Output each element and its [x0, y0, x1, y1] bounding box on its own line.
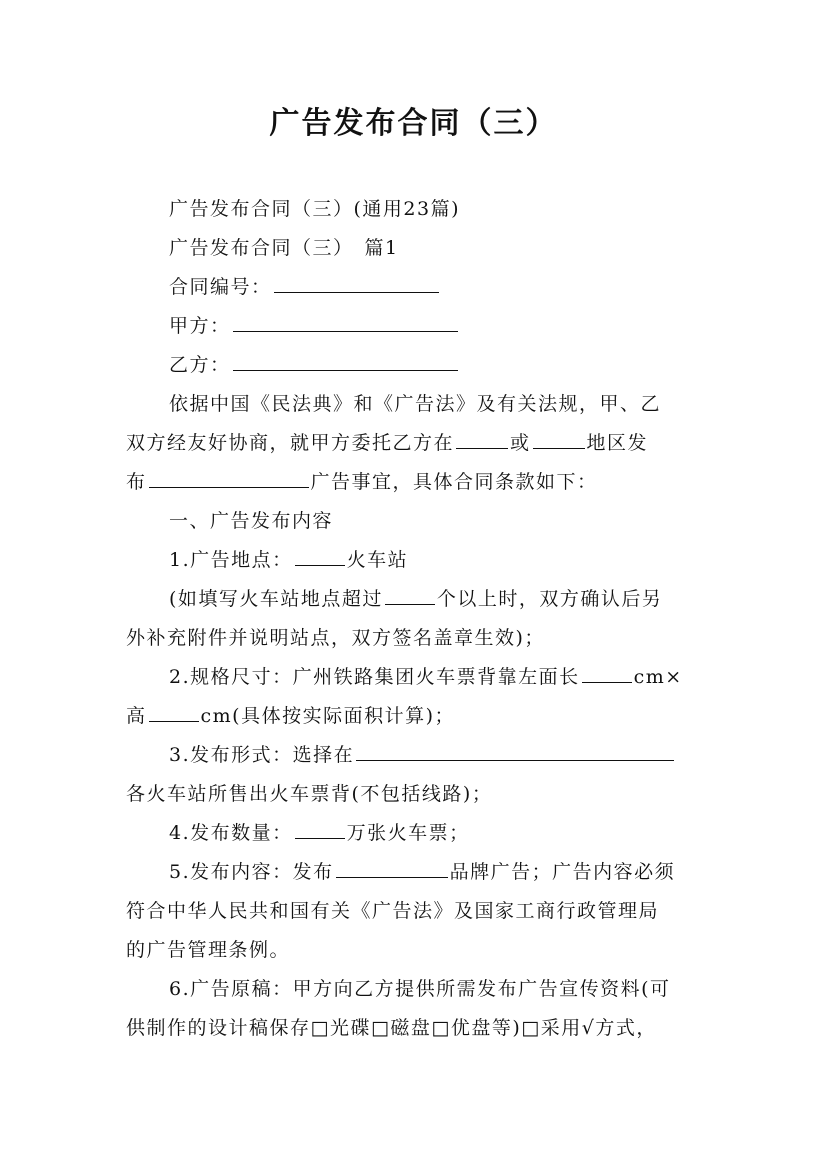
clause-item [126, 853, 706, 892]
height-blank [149, 701, 199, 722]
form-blank [356, 740, 674, 761]
text-span: 品牌广告；广告内容必须 [449, 861, 676, 883]
clause-heading: 一、广告发布内容 [169, 510, 334, 532]
clause-item: 符合中华人民共和国有关《广告法》及国家工商行政管理局 [126, 900, 660, 922]
text-span: 或 [510, 432, 531, 454]
count-blank [385, 584, 435, 605]
text-span: cm× [633, 666, 683, 688]
text-span: 布 [126, 471, 147, 493]
text-span: 双方经友好协商，就甲方委托乙方在 [126, 432, 455, 454]
section-heading: 广告发布合同（三） 篇1 [169, 237, 399, 259]
text-span: 个以上时，双方确认后另 [436, 588, 663, 610]
contract-number-label: 合同编号： [169, 276, 272, 298]
text-span: 5.发布内容：发布 [169, 861, 334, 883]
text-span: cm(具体按实际面积计算)； [200, 705, 455, 727]
clause-item [126, 697, 706, 736]
clause-item [126, 814, 706, 853]
text-span: 2.规格尺寸：广州铁路集团火车票背靠左面长 [169, 666, 580, 688]
region-blank-2 [533, 428, 585, 449]
clause-item [126, 736, 706, 775]
text-span: 火车站 [346, 549, 409, 571]
clause-item: 供制作的设计稿保存□光碟□磁盘□优盘等)□采用√方式， [126, 1017, 657, 1039]
clause-item [126, 580, 706, 619]
paragraph-line [126, 424, 706, 463]
ad-blank [149, 467, 309, 488]
document-title: 广告发布合同（三） [269, 106, 558, 141]
length-blank [582, 662, 632, 683]
clause-item [126, 541, 706, 580]
party-a-label: 甲方： [169, 315, 231, 337]
party-b-label: 乙方： [169, 354, 231, 376]
text-span: 广告事宜，具体合同条款如下： [310, 471, 598, 493]
clause-item: 各火车站所售出火车票背(不包括线路)； [126, 783, 493, 805]
clause-item [126, 658, 706, 697]
text-span: 高 [126, 705, 147, 727]
text-span: 3.发布形式：选择在 [169, 744, 355, 766]
brand-blank [336, 857, 448, 878]
party-a-blank [233, 311, 458, 332]
clause-item: 6.广告原稿：甲方向乙方提供所需发布广告宣传资料(可 [169, 978, 671, 1000]
text-span: 万张火车票； [346, 822, 470, 844]
party-b-line [126, 346, 706, 385]
station-blank [295, 545, 345, 566]
subtitle-line: 广告发布合同（三）(通用23篇) [169, 198, 461, 220]
party-b-blank [233, 350, 458, 371]
region-blank-1 [456, 428, 508, 449]
text-span: (如填写火车站地点超过 [169, 588, 383, 610]
paragraph-line [126, 463, 706, 502]
party-a-line [126, 307, 706, 346]
document-body [126, 190, 706, 1048]
clause-item: 外补充附件并说明站点，双方签名盖章生效)； [126, 627, 545, 649]
paragraph-line: 依据中国《民法典》和《广告法》及有关法规，甲、乙 [169, 393, 662, 415]
text-span: 4.发布数量： [169, 822, 293, 844]
quantity-blank [295, 818, 345, 839]
text-span: 1.广告地点： [169, 549, 293, 571]
text-span: 地区发 [586, 432, 649, 454]
contract-number-line [126, 268, 706, 307]
clause-item: 的广告管理条例。 [126, 939, 291, 961]
contract-number-blank [274, 272, 439, 293]
